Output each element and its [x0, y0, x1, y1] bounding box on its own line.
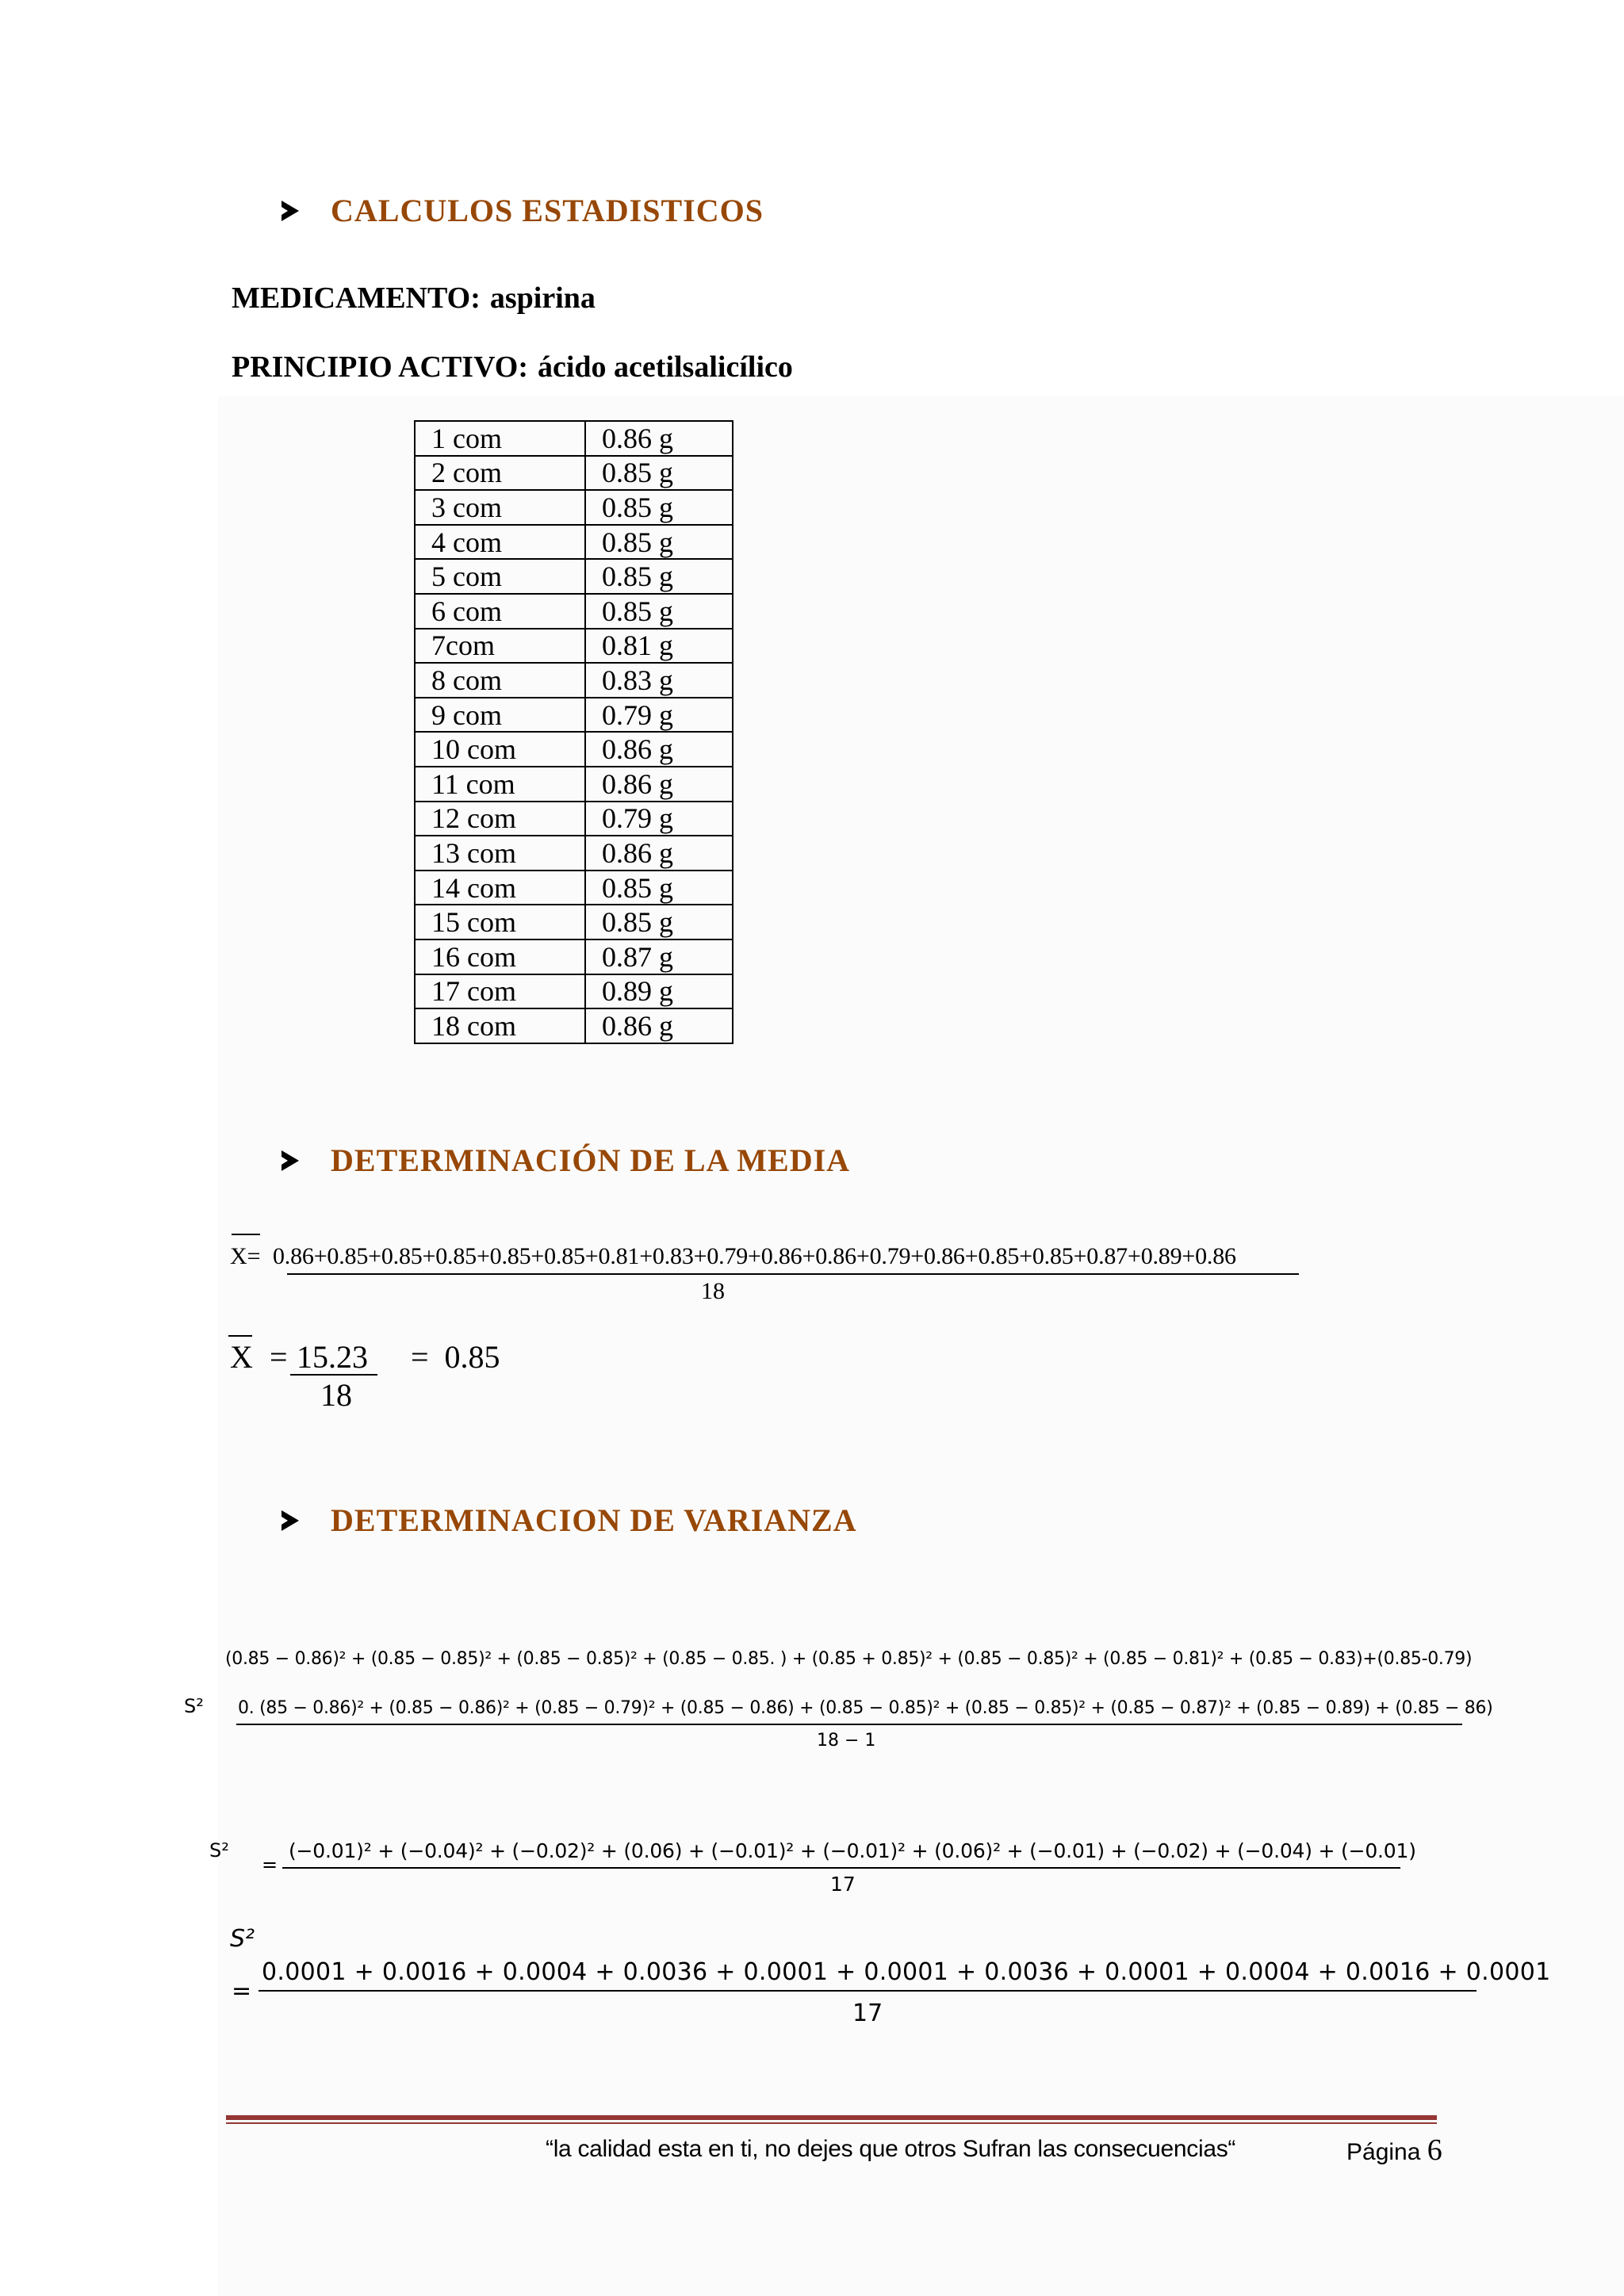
tablet-label-cell: 18 com: [415, 1008, 585, 1043]
tablet-label-cell: 1 com: [415, 421, 585, 456]
tablet-weight-cell: 0.85 g: [585, 456, 733, 491]
variance-denominator-1: 18 − 1: [817, 1731, 876, 1751]
table-row: [415, 1008, 733, 1043]
tablet-weight-cell: 0.79 g: [585, 802, 733, 836]
footer-quote: “la calidad esta en ti, no dejes que otros Sufran las consecuencias“: [546, 2136, 1236, 2162]
tablet-label-cell: 12 com: [415, 802, 585, 836]
tablet-weight-cell: 0.79 g: [585, 698, 733, 733]
table-row: [415, 663, 733, 698]
tablet-label-cell: 14 com: [415, 871, 585, 905]
footer-rule-thick: [226, 2115, 1437, 2120]
tablet-weight-cell: 0.85 g: [585, 525, 733, 560]
table-row: [415, 490, 733, 525]
tablet-label-cell: 17 com: [415, 974, 585, 1009]
equals-sign: =: [270, 1339, 288, 1375]
page-label: Página: [1346, 2139, 1421, 2165]
heading-text: CALCULOS ESTADISTICOS: [331, 193, 764, 228]
tablet-label-cell: 16 com: [415, 939, 585, 974]
tablet-label-cell: 8 com: [415, 663, 585, 698]
arrow-bullet-icon: [282, 201, 299, 221]
mean-overbar: [228, 1335, 252, 1337]
tablet-label-cell: 7com: [415, 629, 585, 664]
table-row: [415, 594, 733, 629]
footer-page: [1346, 2133, 1442, 2168]
footer-rule-thin: [226, 2122, 1437, 2124]
tablet-weight-cell: 0.86 g: [585, 421, 733, 456]
tablet-weight-cell: 0.81 g: [585, 629, 733, 664]
tablet-label-cell: 6 com: [415, 594, 585, 629]
tablet-label-cell: 11 com: [415, 767, 585, 802]
table-row: [415, 836, 733, 871]
tablet-label-cell: 3 com: [415, 490, 585, 525]
table-row: [415, 525, 733, 560]
arrow-bullet-icon: [282, 1510, 299, 1531]
tablet-weight-cell: 0.86 g: [585, 767, 733, 802]
tablet-label-cell: 15 com: [415, 905, 585, 939]
mean-equation-1-denominator: 18: [701, 1278, 725, 1304]
arrow-bullet-icon: [282, 1150, 299, 1171]
mean-symbol-2: X: [230, 1339, 253, 1375]
equals-sign: =: [232, 1977, 252, 2005]
page-number: 6: [1427, 2133, 1442, 2167]
variance-step2-denominator: 17: [830, 1873, 856, 1896]
tablet-label-cell: 13 com: [415, 836, 585, 871]
table-row: [415, 732, 733, 767]
tablet-weight-cell: 0.85 g: [585, 871, 733, 905]
mean-symbol: X: [230, 1243, 247, 1269]
table-row: [415, 456, 733, 491]
mean-equation-2-numerator: 15.23: [297, 1339, 368, 1375]
table-row: [415, 629, 733, 664]
section-heading-calculos: [282, 192, 764, 229]
table-row: [415, 974, 733, 1009]
variance-step2-numerator: (−0.01)² + (−0.04)² + (−0.02)² + (0.06) + (−0.01)² + (−0.01)² + (0.06)² + (−0.01) + (−0.02) + (−0.04) + (−0.01): [289, 1839, 1416, 1862]
fraction-bar: [236, 1724, 1462, 1725]
medicamento-label: MEDICAMENTO:: [232, 281, 481, 315]
section-heading-media: [282, 1142, 850, 1179]
tablet-label-cell: 4 com: [415, 525, 585, 560]
table-row: [415, 802, 733, 836]
medicamento-value: aspirina: [489, 281, 596, 315]
variance-numerator-line-1: (0.85 − 0.86)² + (0.85 − 0.85)² + (0.85 − 0.85)² + (0.85 − 0.85. ) + (0.85 + 0.85)² + (0.85 − 0.85)² + (0.85 − 0.81)² + (0.85 − 0.83)+(0.85-0.79): [225, 1649, 1473, 1669]
variance-step3-numerator: 0.0001 + 0.0016 + 0.0004 + 0.0036 + 0.0001 + 0.0001 + 0.0036 + 0.0001 + 0.0004 + 0.0016 + 0.0001: [262, 1958, 1551, 1986]
tablet-weight-cell: 0.85 g: [585, 905, 733, 939]
table-row: [415, 559, 733, 594]
principio-line: [232, 350, 802, 385]
equals-sign: =: [262, 1854, 278, 1876]
table-row: [415, 939, 733, 974]
equals-sign: =: [247, 1243, 261, 1269]
table-row: [415, 871, 733, 905]
mean-equation-1-lhs: [230, 1243, 261, 1270]
variance-symbol: S²: [184, 1695, 204, 1717]
tablet-weight-cell: 0.89 g: [585, 974, 733, 1009]
variance-symbol-2: S²: [209, 1839, 229, 1862]
weights-table: [414, 420, 733, 1044]
heading-text: DETERMINACION DE VARIANZA: [331, 1502, 857, 1538]
table-row: [415, 698, 733, 733]
tablet-weight-cell: 0.83 g: [585, 663, 733, 698]
tablet-weight-cell: 0.85 g: [585, 594, 733, 629]
variance-symbol-3: S²: [230, 1925, 255, 1953]
tablet-label-cell: 10 com: [415, 732, 585, 767]
tablet-label-cell: 2 com: [415, 456, 585, 491]
table-row: [415, 767, 733, 802]
fraction-bar: [282, 1867, 1400, 1869]
table-row: [415, 421, 733, 456]
heading-text: DETERMINACIÓN DE LA MEDIA: [331, 1142, 851, 1178]
tablet-weight-cell: 0.86 g: [585, 732, 733, 767]
fraction-bar: [259, 1990, 1477, 1992]
tablet-label-cell: 5 com: [415, 559, 585, 594]
tablet-label-cell: 9 com: [415, 698, 585, 733]
tablet-weight-cell: 0.86 g: [585, 1008, 733, 1043]
fraction-bar: [287, 1273, 1299, 1275]
tablet-weight-cell: 0.85 g: [585, 559, 733, 594]
medicamento-line: [232, 281, 605, 316]
principio-value: ácido acetilsalicílico: [538, 350, 793, 384]
mean-equation-1-numerator: 0.86+0.85+0.85+0.85+0.85+0.85+0.81+0.83+0.79+0.86+0.86+0.79+0.86+0.85+0.85+0.87+0.89+0.86: [273, 1243, 1236, 1269]
mean-result: = 0.85: [411, 1339, 500, 1375]
principio-label: PRINCIPIO ACTIVO:: [232, 350, 528, 384]
tablet-weight-cell: 0.87 g: [585, 939, 733, 974]
mean-overbar: [232, 1234, 260, 1235]
table-row: [415, 905, 733, 939]
tablet-weight-cell: 0.86 g: [585, 836, 733, 871]
section-heading-varianza: [282, 1502, 857, 1539]
weights-table-body: [415, 421, 733, 1043]
variance-step3-denominator: 17: [852, 1999, 883, 2027]
tablet-weight-cell: 0.85 g: [585, 490, 733, 525]
variance-numerator-line-2: 0. (85 − 0.86)² + (0.85 − 0.86)² + (0.85 − 0.79)² + (0.85 − 0.86) + (0.85 − 0.85)² + (0.85 − 0.85)² + (0.85 − 0.87)² + (0.85 − 0.89) + (0.85 − 86): [238, 1698, 1493, 1718]
fraction-bar: [290, 1374, 377, 1376]
mean-equation-2-denominator: 18: [320, 1377, 352, 1413]
